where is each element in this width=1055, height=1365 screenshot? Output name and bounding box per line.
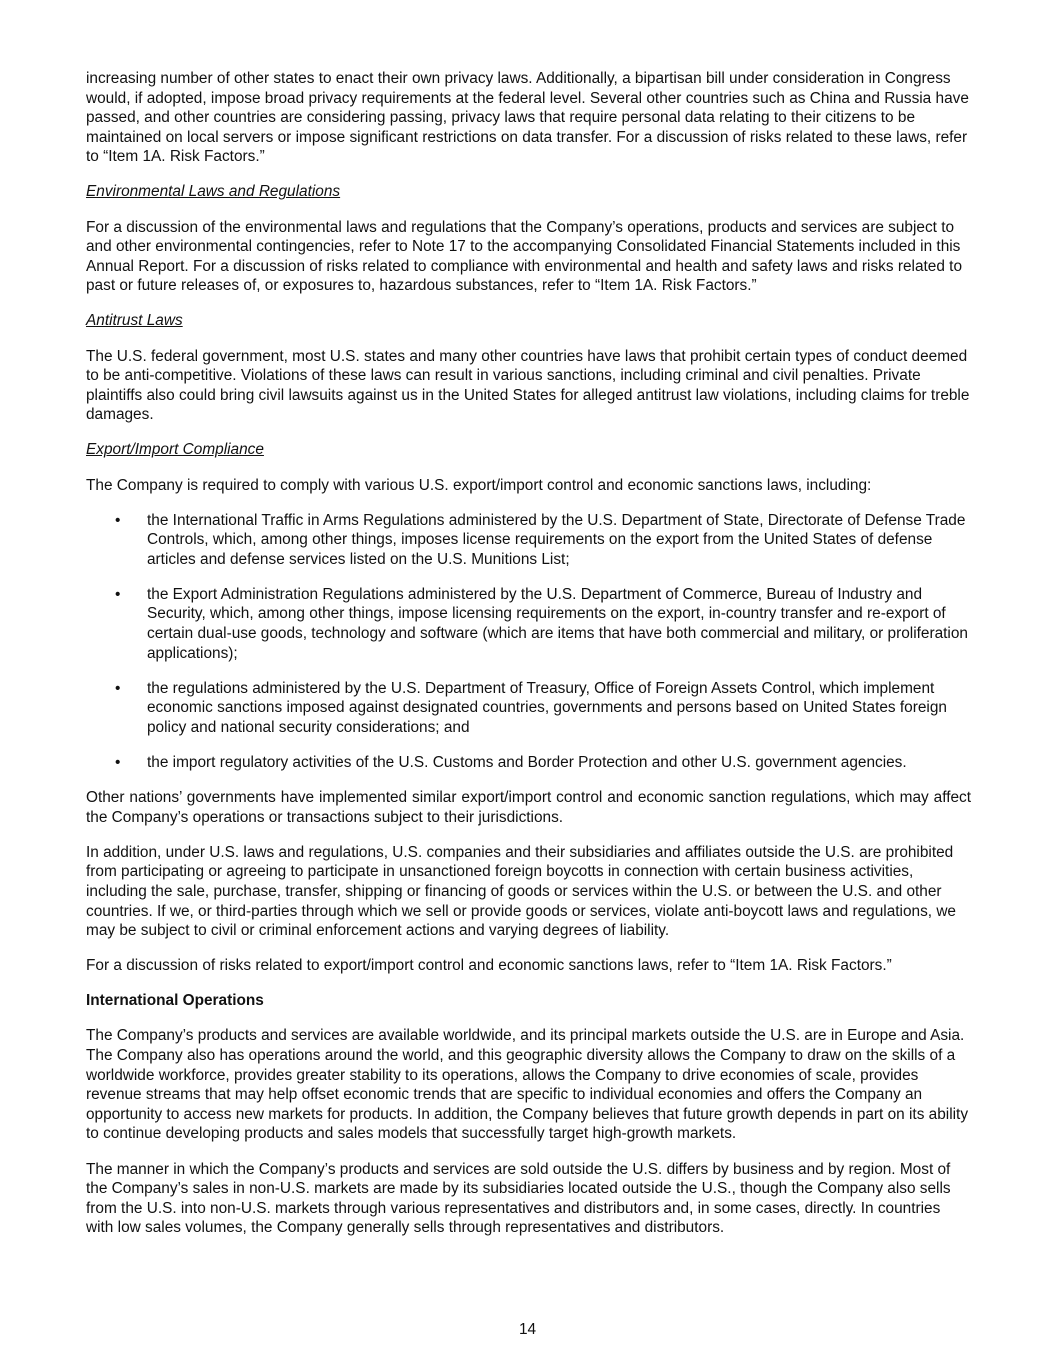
list-item-text: the regulations administered by the U.S. Department of Treasury, Office of Foreign Assets Control, which implement economic sanctions imposed against designated countries, governments and persons based on United States foreign policy and national security considerations; and — [147, 679, 947, 736]
list-item — [86, 679, 971, 738]
antitrust-laws-heading: Antitrust Laws — [86, 312, 183, 330]
bullet-icon: • — [115, 679, 121, 697]
international-operations-paragraph-2: The manner in which the Company’s products and services are sold outside the U.S. differs by business and by region. Most of the Company’s sales in non-U.S. markets are made by its subsidiaries located outside the U.S., though the Company also sells from the U.S. into non-U.S. markets through various representatives and distributors and, in some cases, directly. In countries with low sales volumes, the Company generally sells through representatives and distributors. — [86, 1160, 951, 1237]
export-import-heading: Export/Import Compliance — [86, 441, 264, 459]
list-item-text: the International Traffic in Arms Regulations administered by the U.S. Department of State, Directorate of Defense Trade Controls, which, among other things, imposes license requirements on the export from the United States of defense articles and defense services listed on the U.S. Munitions List; — [147, 511, 966, 568]
international-operations-paragraph-1: The Company’s products and services are available worldwide, and its principal markets outside the U.S. are in Europe and Asia. The Company also has operations around the world, and this geographic diversity allows the Company to draw on the skills of a worldwide workforce, provides greater stability to its operations, allows the Company to drive economies of scale, provides revenue streams that may help offset economic trends that are specific to individual economies and offers the Company an opportunity to access new markets for products. In addition, the Company believes that future growth depends in part on its ability to continue developing products and sales models that successfully target high-growth markets. — [86, 1027, 969, 1143]
list-item — [86, 511, 971, 570]
anti-boycott-paragraph: In addition, under U.S. laws and regulations, U.S. companies and their subsidiaries and affiliates outside the U.S. are prohibited from participating or agreeing to participate in unsanctioned foreign boycotts in connection with certain business activities, including the sale, purchase, transfer, shipping or financing of goods or services within the U.S. or between the U.S. and other countries. If we, or third-parties through which we sell or provide goods or services, violate anti-boycott laws and regulations, we may be subject to civil or criminal enforcement actions and varying degrees of liability. — [86, 843, 956, 940]
export-regulations-list — [86, 511, 971, 773]
document-page — [86, 69, 971, 1253]
privacy-continuation-paragraph: increasing number of other states to enact their own privacy laws. Additionally, a bipartisan bill under consideration in Congress would, if adopted, impose broad privacy requirements at the federal level. Several other countries such as China and Russia have passed, and other countries are considering passing, privacy laws that require personal data relating to their citizens to be maintained on local servers or impose significant restrictions on data transfer. For a discussion of risks related to these laws, refer to “Item 1A. Risk Factors.” — [86, 70, 969, 166]
international-operations-heading: International Operations — [86, 992, 264, 1010]
other-nations-paragraph: Other nations’ governments have implemented similar export/import control and economic sanction regulations, which may affect the Company’s operations or transactions subject to their jurisdictions. — [86, 789, 971, 826]
page-number: 14 — [518, 1321, 537, 1338]
bullet-icon: • — [115, 511, 121, 529]
environmental-laws-paragraph: For a discussion of the environmental laws and regulations that the Company’s operations, products and services are subject to and other environmental contingencies, refer to Note 17 to the accompanying Consolidated Financial Statements included in this Annual Report. For a discussion of risks related to compliance with environmental and health and safety laws and risks related to past or future releases of, or exposures to, hazardous substances, refer to “Item 1A. Risk Factors.” — [86, 218, 963, 295]
list-item-text: the Export Administration Regulations administered by the U.S. Department of Commerce, Bureau of Industry and Security, which, among other things, impose licensing requirements on the export, in-country transfer and re-export of certain dual-use goods, technology and software (which are items that have both commercial and military, or proliferation applications); — [147, 585, 968, 662]
export-import-intro: The Company is required to comply with various U.S. export/import control and economic sanctions laws, including: — [86, 476, 872, 494]
list-item-text: the import regulatory activities of the U.S. Customs and Border Protection and other U.S. government agencies. — [147, 754, 907, 772]
antitrust-laws-paragraph: The U.S. federal government, most U.S. states and many other countries have laws that prohibit certain types of conduct deemed to be anti-competitive. Violations of these laws can result in various sanctions, including criminal and civil penalties. Private plaintiffs also could bring civil lawsuits against us in the United States for alleged antitrust law violations, including claims for treble damages. — [86, 347, 970, 424]
export-risks-paragraph: For a discussion of risks related to export/import control and economic sanctions laws, refer to “Item 1A. Risk Factors.” — [86, 957, 892, 975]
list-item — [86, 753, 971, 773]
environmental-laws-heading: Environmental Laws and Regulations — [86, 183, 341, 201]
bullet-icon: • — [115, 585, 121, 603]
bullet-icon: • — [115, 754, 121, 772]
list-item — [86, 585, 971, 663]
